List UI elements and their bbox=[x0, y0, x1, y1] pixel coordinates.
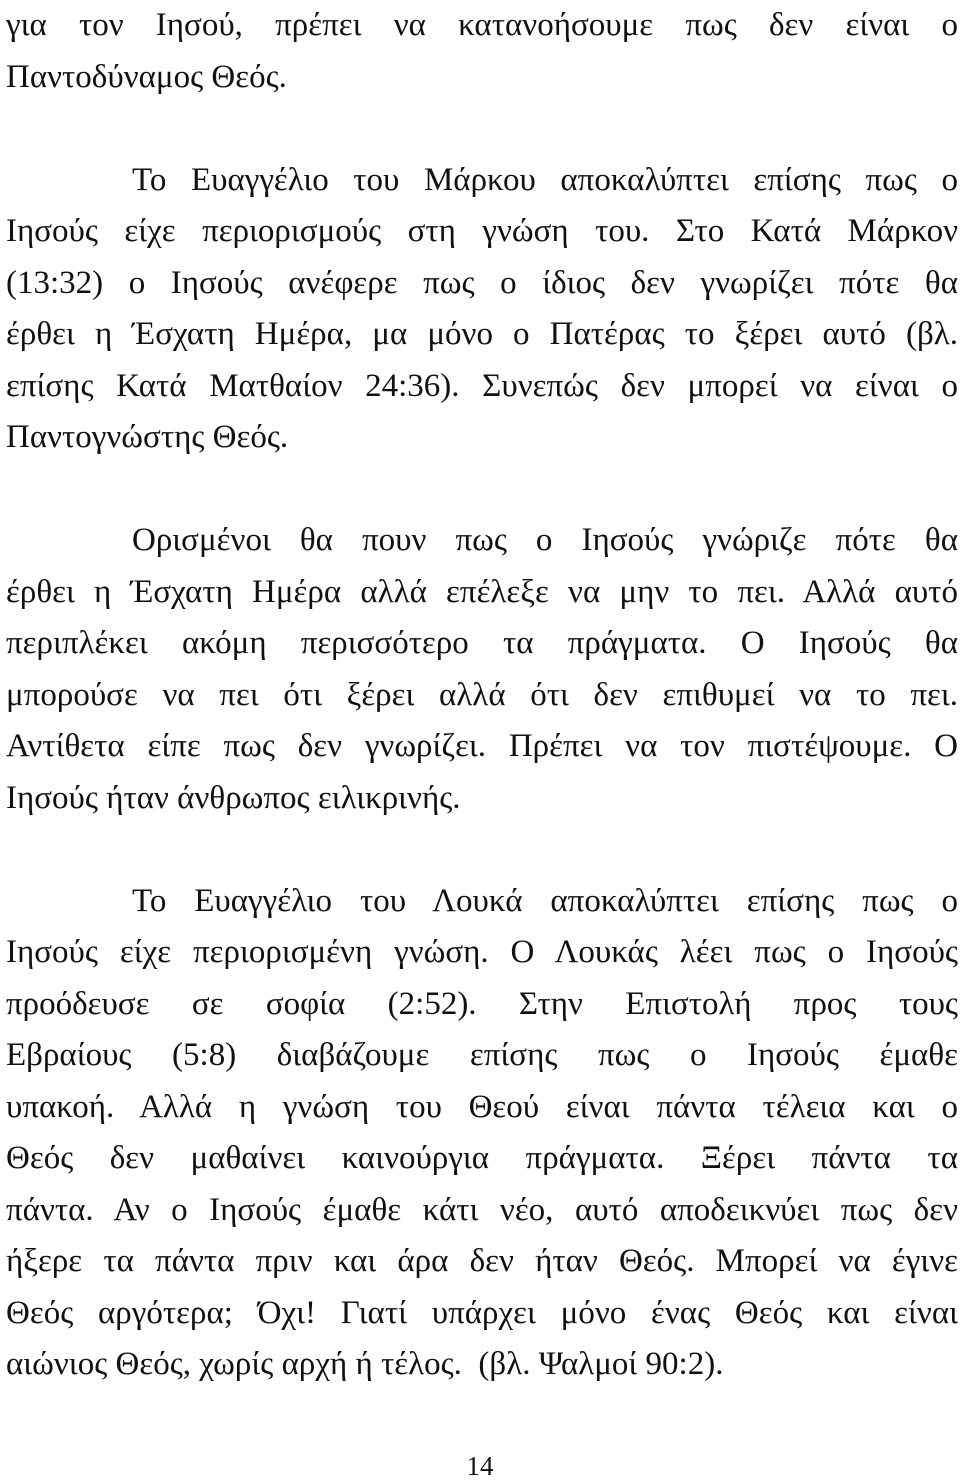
paragraph-line: Αντίθετα είπε πως δεν γνωρίζει. Πρέπει να τον πιστέψουμε. Ο bbox=[6, 728, 958, 764]
paragraph-line: Θεός δεν μαθαίνει καινούργια πράγματα. Ξέρει πάντα τα bbox=[6, 1140, 958, 1176]
paragraph-line: για τον Ιησού, πρέπει να κατανοήσουμε πως δεν είναι ο bbox=[6, 7, 958, 43]
paragraph-line: Ιησούς είχε περιορισμούς στη γνώση του. Στο Κατά Μάρκον bbox=[6, 213, 958, 249]
paragraph-line: επίσης Κατά Ματθαίον 24:36). Συνεπώς δεν μπορεί να είναι ο bbox=[6, 367, 958, 404]
paragraph-line: (13:32) ο Ιησούς ανέφερε πως ο ίδιος δεν γνωρίζει πότε θα bbox=[6, 264, 958, 301]
paragraph-line: ήξερε τα πάντα πριν και άρα δεν ήταν Θεός. Μπορεί να έγινε bbox=[6, 1243, 958, 1279]
paragraph-line: έρθει η Έσχατη Ημέρα αλλά επέλεξε να μην το πει. Αλλά αυτό bbox=[6, 573, 958, 610]
paragraph-line: υπακοή. Αλλά η γνώση του Θεού είναι πάντα τέλεια και ο bbox=[6, 1088, 958, 1125]
paragraph-line: Το Ευαγγέλιο του Μάρκου αποκαλύπτει επίσης πως ο bbox=[132, 161, 958, 198]
paragraph-line: Το Ευαγγέλιο του Λουκά αποκαλύπτει επίσης πως ο bbox=[132, 882, 958, 919]
paragraph-line: Θεός αργότερα; Όχι! Γιατί υπάρχει μόνο ένας Θεός και είναι bbox=[6, 1294, 958, 1331]
paragraph-line: προόδευσε σε σοφία (2:52). Στην Επιστολή προς τους bbox=[6, 985, 958, 1022]
paragraph-1 bbox=[6, 0, 958, 103]
paragraph-line: Ιησούς ήταν άνθρωπος ειλικρινής. bbox=[6, 779, 461, 816]
paragraph-line: Παντογνώστης Θεός. bbox=[6, 419, 289, 455]
paragraph-line: Ιησούς είχε περιορισμένη γνώση. Ο Λουκάς λέει πως ο Ιησούς bbox=[6, 934, 958, 970]
paragraph-3 bbox=[6, 515, 958, 824]
document-page bbox=[6, 0, 958, 1391]
page-number: 14 bbox=[466, 1451, 494, 1481]
paragraph-line: πάντα. Αν ο Ιησούς έμαθε κάτι νέο, αυτό αποδεικνύει πως δεν bbox=[6, 1191, 958, 1228]
paragraph-line: αιώνιος Θεός, χωρίς αρχή ή τέλος. (βλ. Ψαλμοί 90:2). bbox=[6, 1346, 724, 1382]
paragraph-line: Εβραίους (5:8) διαβάζουμε επίσης πως ο Ιησούς έμαθε bbox=[6, 1037, 958, 1073]
paragraph-line: Ορισμένοι θα πουν πως ο Ιησούς γνώριζε πότε θα bbox=[132, 522, 958, 558]
paragraph-4 bbox=[6, 876, 958, 1391]
paragraph-line: μπορούσε να πει ότι ξέρει αλλά ότι δεν επιθυμεί να το πει. bbox=[6, 676, 958, 713]
paragraph-2 bbox=[6, 155, 958, 464]
paragraph-gap bbox=[6, 824, 958, 876]
paragraph-gap bbox=[6, 464, 958, 516]
paragraph-line: έρθει η Έσχατη Ημέρα, μα μόνο ο Πατέρας το ξέρει αυτό (βλ. bbox=[6, 316, 958, 352]
paragraph-line: Παντοδύναμος Θεός. bbox=[6, 58, 287, 95]
paragraph-gap bbox=[6, 103, 958, 155]
paragraph-line: περιπλέκει ακόμη περισσότερο τα πράγματα. Ο Ιησούς θα bbox=[6, 625, 958, 661]
